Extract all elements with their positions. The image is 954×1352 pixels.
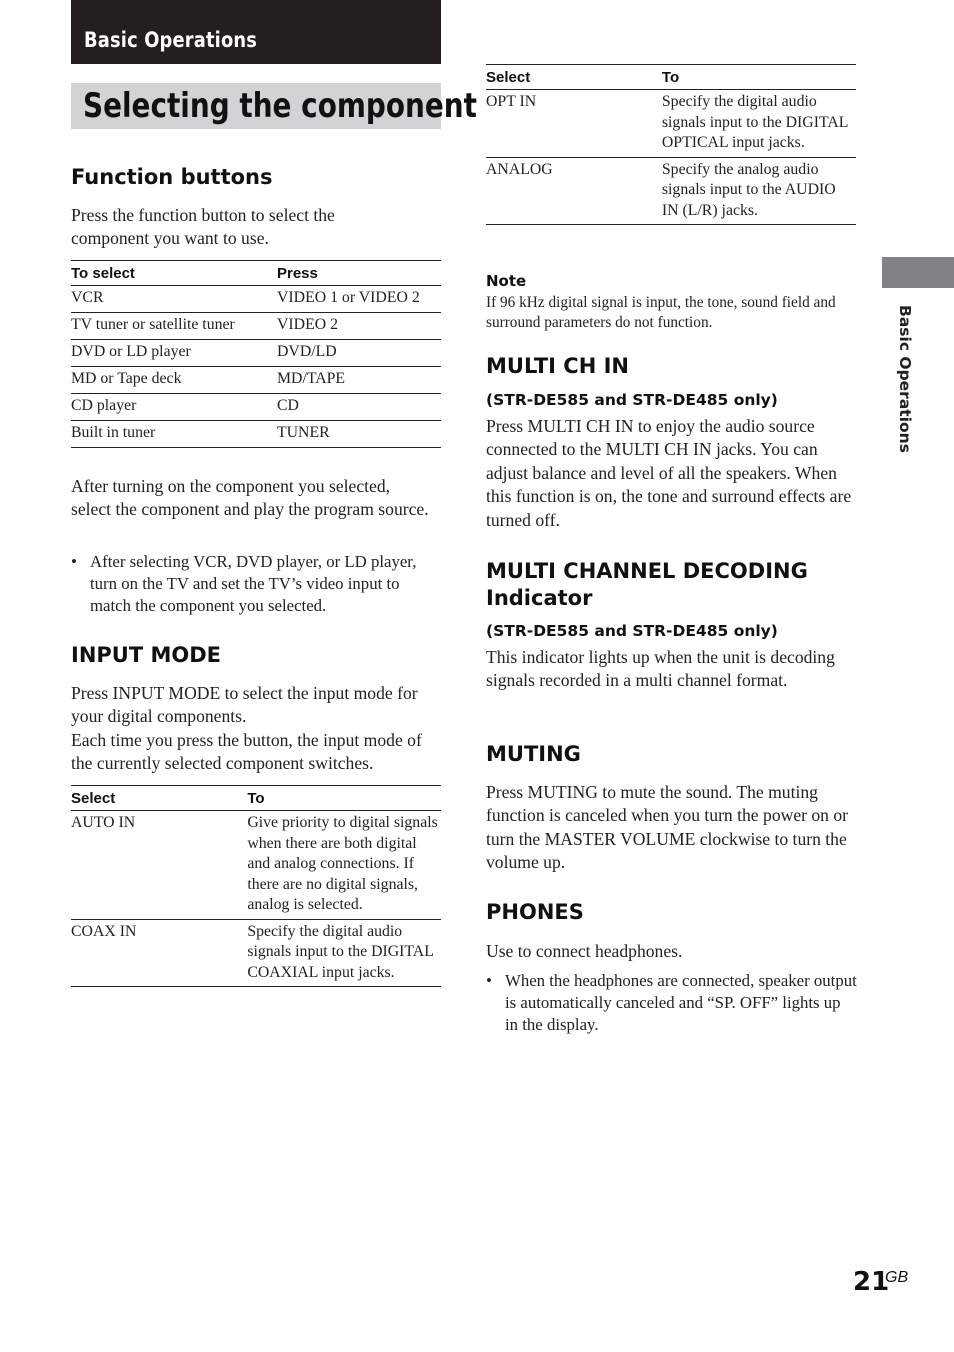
- table-cell: MD/TAPE: [277, 367, 441, 394]
- table-cell: Specify the digital audio signals input to the DIGITAL OPTICAL input jacks.: [662, 90, 856, 158]
- table-row: [71, 394, 441, 421]
- table-row: [71, 286, 441, 313]
- table-cell: AUTO IN: [71, 811, 247, 920]
- table-cell: Built in tuner: [71, 421, 277, 448]
- input-mode-heading: INPUT MODE: [71, 643, 221, 667]
- function-buttons-after: After turning on the component you selected, select the component and play the program source.: [71, 476, 429, 520]
- table-row: [71, 340, 441, 367]
- table-cell: Give priority to digital signals when there are both digital and analog connections. If there are no digital signals, analog is selected.: [247, 811, 441, 920]
- table-cell: COAX IN: [71, 919, 247, 987]
- column-header: Select: [71, 786, 247, 811]
- section-label: Basic Operations: [84, 28, 258, 52]
- side-tab-label: [897, 305, 917, 480]
- table-cell: MD or Tape deck: [71, 367, 277, 394]
- bullet-text: After selecting VCR, DVD player, or LD player, turn on the TV and set the TV’s video input to match the component you selected.: [90, 552, 417, 616]
- bullet-dot: •: [486, 971, 492, 990]
- column-header: Press: [277, 261, 441, 286]
- bullet-item: [486, 970, 858, 1040]
- section-header-bar: [71, 0, 441, 64]
- table-cell: VIDEO 2: [277, 313, 441, 340]
- side-tab-text: Basic Operations: [896, 305, 914, 453]
- heading-line: MULTI CHANNEL DECODING: [486, 559, 808, 583]
- table-cell: CD: [277, 394, 441, 421]
- table-cell: CD player: [71, 394, 277, 421]
- column-header: To: [247, 786, 441, 811]
- table-row: [71, 811, 441, 920]
- table-header-row: [486, 65, 856, 90]
- table-cell: OPT IN: [486, 90, 662, 158]
- table-cell: ANALOG: [486, 157, 662, 225]
- bullet-text: When the headphones are connected, speaker output is automatically canceled and “SP. OFF” lights up in the display.: [505, 971, 857, 1035]
- muting-heading: MUTING: [486, 742, 581, 766]
- muting-text: Press MUTING to mute the sound. The muting function is canceled when you turn the power on or turn the MASTER VOLUME clockwise to turn the volume up.: [486, 782, 849, 873]
- page-title-box: [71, 83, 477, 129]
- table-cell: DVD/LD: [277, 340, 441, 367]
- column-header: To: [662, 65, 856, 90]
- input-mode-table-right: [486, 64, 856, 225]
- phones-heading: PHONES: [486, 900, 584, 924]
- table-cell: TUNER: [277, 421, 441, 448]
- table-header-row: [71, 261, 441, 286]
- table-row: [71, 421, 441, 448]
- column-header: To select: [71, 261, 277, 286]
- function-buttons-intro: Press the function button to select the component you want to use.: [71, 205, 335, 249]
- table-cell: VCR: [71, 286, 277, 313]
- table-row: [486, 157, 856, 225]
- multi-channel-indicator-heading: [486, 558, 808, 612]
- table-cell: Specify the digital audio signals input to the DIGITAL COAXIAL input jacks.: [247, 919, 441, 987]
- column-header: Select: [486, 65, 662, 90]
- multi-ch-in-heading: MULTI CH IN: [486, 354, 629, 378]
- table-row: [71, 313, 441, 340]
- table-row: [71, 367, 441, 394]
- function-buttons-table: [71, 260, 441, 448]
- page-number: 21: [853, 1267, 890, 1297]
- multi-channel-indicator-text: This indicator lights up when the unit is decoding signals recorded in a multi channel format.: [486, 647, 835, 691]
- table-cell: TV tuner or satellite tuner: [71, 313, 277, 340]
- page-number-suffix: GB: [885, 1269, 909, 1286]
- function-buttons-heading: Function buttons: [71, 165, 273, 189]
- note-label: Note: [486, 272, 527, 290]
- note-text: If 96 kHz digital signal is input, the tone, sound field and surround parameters do not function.: [486, 294, 836, 331]
- input-mode-table-left: [71, 785, 441, 987]
- table-cell: VIDEO 1 or VIDEO 2: [277, 286, 441, 313]
- side-tab-marker: [882, 257, 954, 288]
- multi-channel-indicator-subheading: (STR-DE585 and STR-DE485 only): [486, 622, 778, 640]
- table-header-row: [71, 786, 441, 811]
- table-row: [486, 90, 856, 158]
- heading-line: Indicator: [486, 586, 593, 610]
- multi-ch-in-subheading: (STR-DE585 and STR-DE485 only): [486, 391, 778, 409]
- table-cell: DVD or LD player: [71, 340, 277, 367]
- table-row: [71, 919, 441, 987]
- page-title: Selecting the component: [83, 86, 477, 126]
- input-mode-para1: Press INPUT MODE to select the input mode for your digital components.: [71, 683, 418, 727]
- bullet-item: [71, 551, 436, 621]
- table-cell: Specify the analog audio signals input to the AUDIO IN (L/R) jacks.: [662, 157, 856, 225]
- phones-text: Use to connect headphones.: [486, 941, 683, 961]
- multi-ch-in-text: Press MULTI CH IN to enjoy the audio source connected to the MULTI CH IN jacks. You can adjust balance and level of all the speakers. When this function is on, the tone and surround effects are turned off.: [486, 416, 852, 530]
- bullet-dot: •: [71, 552, 77, 571]
- input-mode-para2: Each time you press the button, the input mode of the currently selected component switches.: [71, 730, 422, 774]
